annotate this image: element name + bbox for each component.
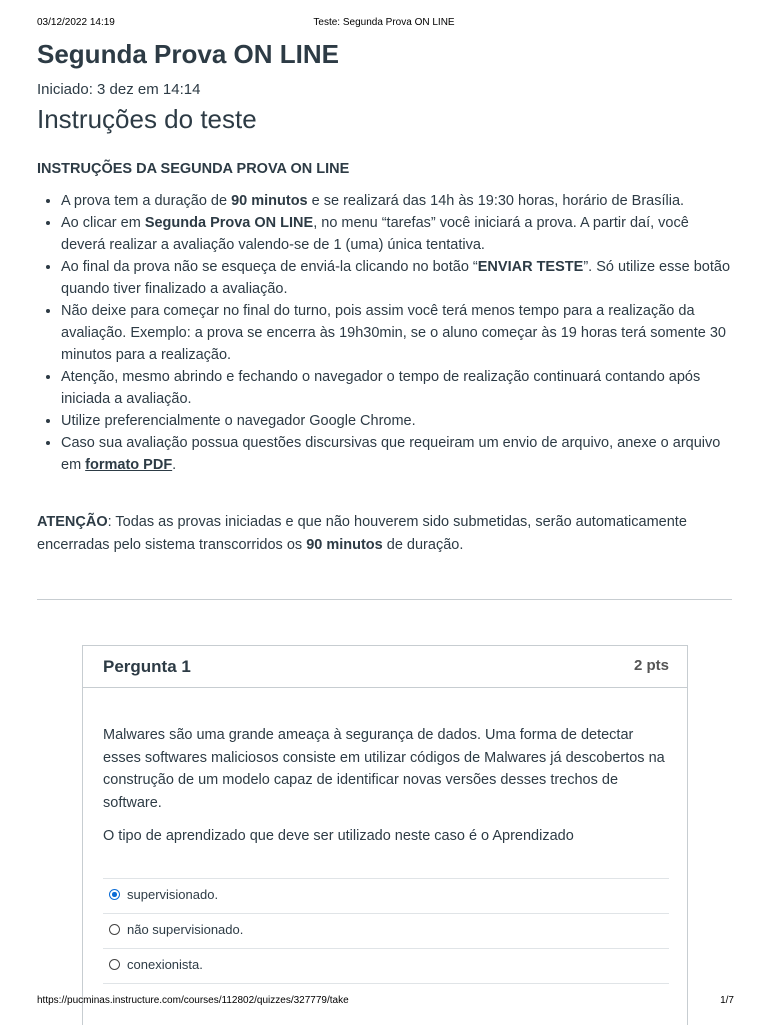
print-page-title: Teste: Segunda Prova ON LINE <box>313 17 455 28</box>
instruction-item: • Caso sua avaliação possua questões discursivas que requeiram um envio de arquivo, anexe o arquivo em formato PDF. <box>61 432 732 476</box>
attention-label: ATENÇÃO <box>37 514 108 530</box>
radio-icon[interactable] <box>109 924 120 935</box>
answer-label[interactable]: não supervisionado. <box>127 922 244 937</box>
instructions-title: Instruções do teste <box>37 104 257 134</box>
instructions-heading: INSTRUÇÕES DA SEGUNDA PROVA ON LINE <box>37 161 350 177</box>
print-date: 03/12/2022 14:19 <box>37 17 115 28</box>
started-info: Iniciado: 3 dez em 14:14 <box>37 81 201 98</box>
instruction-item: • Não deixe para começar no final do turno, pois assim você terá menos tempo para a realização da avaliação. Exemplo: a prova se encerra às 19h30min, se o aluno começar às 19 horas terá somente 30 minutos para a realização. <box>61 300 732 366</box>
answer-label[interactable]: conexionista. <box>127 957 203 972</box>
question-body <box>83 688 687 848</box>
question-card <box>82 645 688 1025</box>
print-url: https://pucminas.instructure.com/courses/112802/quizzes/327779/take <box>37 995 349 1006</box>
print-page-number: 1/7 <box>720 995 734 1006</box>
instruction-item: • Ao final da prova não se esqueça de enviá-la clicando no botão “ENVIAR TESTE”. Só utilize esse botão quando tiver finalizado a avaliação. <box>61 256 732 300</box>
instruction-item: • Atenção, mesmo abrindo e fechando o navegador o tempo de realização continuará contando após iniciada a avaliação. <box>61 366 732 410</box>
radio-icon[interactable] <box>109 959 120 970</box>
section-divider <box>37 599 732 600</box>
print-footer <box>0 995 768 1009</box>
pdf-format-link[interactable]: formato PDF <box>85 457 173 473</box>
answer-option[interactable] <box>103 913 669 948</box>
instruction-item: • Ao clicar em Segunda Prova ON LINE, no menu “tarefas” você iniciará a prova. A partir daí, você deverá realizar a avaliação valendo-se de 1 (uma) única tentativa. <box>61 212 732 256</box>
attention-note: ATENÇÃO: Todas as provas iniciadas e que não houverem sido submetidas, serão automaticamente encerradas pelo sistema transcorridos os 90 minutos de duração. <box>37 514 687 553</box>
question-title: Pergunta 1 <box>103 657 191 676</box>
question-text: Malwares são uma grande ameaça à segurança de dados. Uma forma de detectar esses softwares maliciosos consiste em utilizar códigos de Malwares já descobertos na construção de um modelo capaz de identificar novas versões desses trechos de software. <box>103 727 665 811</box>
question-points: 2 pts <box>633 657 669 674</box>
instruction-item: • A prova tem a duração de 90 minutos e se realizará das 14h às 19:30 horas, horário de Brasília. <box>61 190 732 212</box>
answer-option[interactable] <box>103 948 669 984</box>
quiz-title: Segunda Prova ON LINE <box>37 39 339 69</box>
quiz-content <box>37 38 732 600</box>
print-header <box>0 17 768 31</box>
answer-option[interactable] <box>103 878 669 913</box>
question-prompt: O tipo de aprendizado que deve ser utilizado neste caso é o Aprendizado <box>103 828 574 844</box>
instructions-list <box>37 190 732 476</box>
instruction-item: • Utilize preferencialmente o navegador Google Chrome. <box>61 410 732 432</box>
question-header <box>83 646 687 688</box>
answer-label[interactable]: supervisionado. <box>127 887 219 902</box>
answer-list <box>103 878 669 984</box>
radio-selected-icon[interactable] <box>109 889 120 900</box>
